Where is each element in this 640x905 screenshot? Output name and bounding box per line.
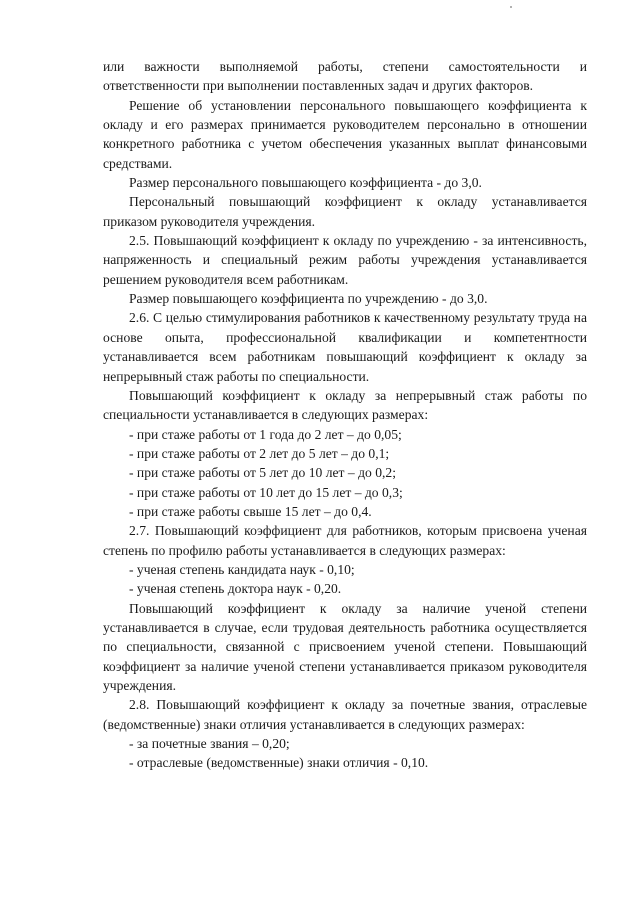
paragraph: Персональный повышающий коэффициент к окладу устанавливается приказом руководителя учреждения. <box>103 194 587 229</box>
list-item: - при стаже работы от 5 лет до 10 лет – до 0,2; <box>129 465 396 481</box>
list-item: - за почетные звания – 0,20; <box>129 736 290 752</box>
paragraph: Повышающий коэффициент к окладу за непрерывный стаж работы по специальности устанавливается в следующих размерах: <box>103 387 587 423</box>
list-item: - при стаже работы от 10 лет до 15 лет – до 0,3; <box>129 484 403 500</box>
list-item: - ученая степень кандидата наук - 0,10; <box>129 561 355 577</box>
paragraph: или важности выполняемой работы, степени самостоятельности и ответственности при выполнении поставленных задач и других факторов. <box>103 59 587 94</box>
paragraph: 2.5. Повышающий коэффициент к окладу по учреждению - за интенсивность, напряженность и специальный режим работы учреждения устанавливается решением руководителя всем работникам. <box>103 233 587 287</box>
paragraph: Повышающий коэффициент к окладу за наличие ученой степени устанавливается в случае, если трудовая деятельность работника осуществляется по специальности, связанной с присвоением ученой степени. Повышающий коэффициент за наличие ученой степени устанавливается приказом руководителя учреждения. <box>103 600 587 693</box>
paragraph: Размер персонального повышающего коэффициента - до 3,0. <box>129 175 482 191</box>
paragraph: Решение об установлении персонального повышающего коэффициента к окладу и его размерах принимается руководителем персонально в отношении конкретного работника с учетом обеспечения указанных выплат финансовыми средствами. <box>103 97 587 171</box>
list-item: - при стаже работы от 2 лет до 5 лет – до 0,1; <box>129 445 390 461</box>
paragraph: 2.8. Повышающий коэффициент к окладу за почетные звания, отраслевые (ведомственные) знаки отличия устанавливается в следующих размерах: <box>103 697 587 732</box>
scan-speck <box>510 6 512 8</box>
list-item: - ученая степень доктора наук - 0,20. <box>129 581 342 597</box>
paragraph: 2.7. Повышающий коэффициент для работников, которым присвоена ученая степень по профилю работы устанавливается в следующих размерах: <box>103 523 587 558</box>
list-item: - при стаже работы свыше 15 лет – до 0,4. <box>129 503 372 519</box>
paragraph: 2.6. С целью стимулирования работников к качественному результату труда на основе опыта, профессиональной квалификации и компетентности устанавливается всем работникам повышающий коэффициент к окладу за непрерывный стаж работы по специальности. <box>103 310 587 384</box>
list-item: - при стаже работы от 1 года до 2 лет – до 0,05; <box>129 426 402 442</box>
list-item: - отраслевые (ведомственные) знаки отличия - 0,10. <box>129 755 429 771</box>
document-body <box>103 57 587 773</box>
paragraph: Размер повышающего коэффициента по учреждению - до 3,0. <box>129 291 488 307</box>
